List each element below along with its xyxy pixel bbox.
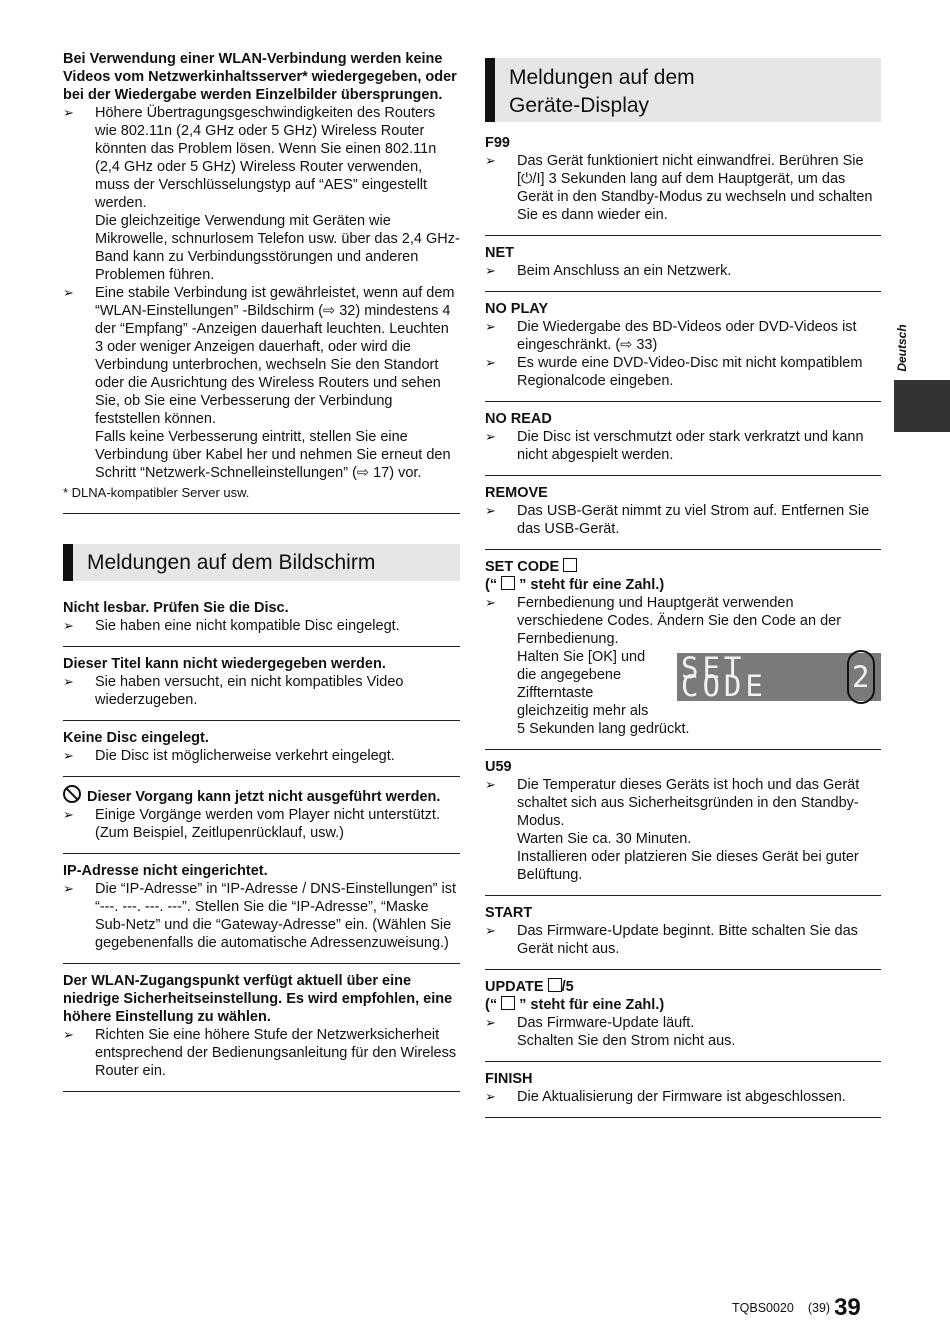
message-block	[485, 244, 881, 292]
message-block	[63, 972, 460, 1092]
language-tab	[894, 380, 950, 432]
divider	[63, 963, 460, 964]
display-messages-2	[485, 758, 881, 970]
finish-title: FINISH	[485, 1071, 533, 1087]
digit-placeholder-icon	[548, 978, 562, 992]
arrow-bullet-icon: ➢	[485, 503, 496, 518]
divider	[485, 549, 881, 550]
message-title: REMOVE	[485, 485, 548, 501]
arrow-bullet-icon: ➢	[485, 595, 496, 610]
arrow-bullet-icon: ➢	[63, 105, 74, 120]
list-item: ➢ Das Gerät funktioniert nicht einwandfrei. Berühren Sie [⏻/I] 3 Sekunden lang auf dem Hauptgerät, um das Gerät in den Standby-Modus zu wechseln und schalten Sie es dann wieder ein.	[485, 153, 873, 223]
divider	[485, 475, 881, 476]
section-title: Meldungen auf dem Geräte-Display	[509, 66, 695, 117]
list-item: ➢ Sie haben versucht, ein nicht kompatibles Video wiederzugeben.	[63, 674, 404, 708]
divider	[63, 853, 460, 854]
list-item: ➢ Höhere Übertragungsgeschwindigkeiten des Routers wie 802.11n (2,4 GHz oder 5 GHz) Wireless Router könnten das Problem lösen. Wenn Sie einen 802.11n (2,4 GHz oder 5 GHz) Wireless Router verwenden, muss der Verschlüsselungstyp auf “AES” eingestellt werden. Die gleichzeitige Verwendung mit Geräten wie Mikrowelle, schnurlosem Telefon usw. über das 2,4 GHz-Band kann zu Verbindungsstörungen und anderen Problemen führen.	[63, 105, 460, 283]
arrow-bullet-icon: ➢	[63, 285, 74, 300]
setcode-block	[485, 558, 881, 750]
arrow-bullet-icon: ➢	[485, 319, 496, 334]
setcode-title: SET CODE	[485, 558, 881, 576]
list-item: ➢ Die Disc ist möglicherweise verkehrt eingelegt.	[63, 748, 395, 764]
digit-placeholder-icon	[501, 576, 515, 590]
screen-messages	[63, 599, 460, 1092]
divider	[485, 235, 881, 236]
page-number: 39	[834, 1294, 861, 1321]
finish-block	[485, 1070, 881, 1118]
arrow-bullet-icon: ➢	[485, 777, 496, 792]
footnote: * DLNA-kompatibler Server usw.	[63, 485, 250, 500]
arrow-bullet-icon: ➢	[63, 674, 74, 689]
digit-placeholder-icon	[501, 996, 515, 1010]
divider	[63, 513, 460, 514]
heading-bar	[485, 58, 495, 122]
list-item: ➢ Die Aktualisierung der Firmware ist abgeschlossen.	[485, 1089, 846, 1105]
message-block	[485, 300, 881, 402]
divider	[485, 1061, 881, 1062]
message-title: Dieser Titel kann nicht wiedergegeben werden.	[63, 656, 386, 672]
arrow-bullet-icon: ➢	[63, 618, 74, 633]
message-title: NET	[485, 245, 514, 261]
message-block	[63, 862, 460, 964]
divider	[63, 1091, 460, 1092]
list-item: ➢ Die Wiedergabe des BD-Videos oder DVD-Videos ist eingeschränkt. (⇨ 33)	[485, 319, 857, 353]
message-block	[485, 904, 881, 970]
section-title: Meldungen auf dem Bildschirm	[87, 551, 376, 574]
message-title: Dieser Vorgang kann jetzt nicht ausgeführt werden.	[63, 785, 460, 806]
arrow-bullet-icon: ➢	[485, 1089, 496, 1104]
divider	[485, 1117, 881, 1118]
arrow-bullet-icon: ➢	[485, 153, 496, 168]
list-item: ➢ Es wurde eine DVD-Video-Disc mit nicht kompatiblem Regionalcode eingeben.	[485, 355, 863, 389]
message-title: F99	[485, 135, 510, 151]
arrow-bullet-icon: ➢	[485, 923, 496, 938]
section-heading-screen	[63, 544, 460, 581]
message-title: Der WLAN-Zugangspunkt verfügt aktuell über eine niedrige Sicherheitseinstellung. Es wird empfohlen, eine höhere Einstellung zu wählen.	[63, 973, 453, 1025]
lcd-display: SET CODE 2	[677, 653, 881, 701]
heading-bar	[63, 544, 73, 581]
section-heading-display	[485, 58, 881, 122]
list-item: ➢ Eine stabile Verbindung ist gewährleistet, wenn auf dem “WLAN-Einstellungen” -Bildschirm (⇨ 32) mindestens 4 der “Empfang” -Anzeigen dauerhaft leuchten. Leuchten 3 oder weniger Anzeigen dauerhaft, oder wird die Verbindung unterbrochen, wechseln Sie den Standort oder die Ausrichtung des Wireless Routers und sehen Sie, ob Sie eine Verbesserung der Verbindung feststellen können. Falls keine Verbesserung eintritt, stellen Sie eine Verbindung über Kabel her und nehmen Sie erneut den Schritt “Netzwerk-Schnelleinstellungen” (⇨ 17) vor.	[63, 285, 455, 481]
divider	[485, 749, 881, 750]
document-code: TQBS0020	[732, 1301, 794, 1315]
right-column	[485, 50, 881, 1126]
arrow-bullet-icon: ➢	[485, 429, 496, 444]
message-block	[63, 599, 460, 647]
message-block	[485, 484, 881, 550]
list-item: ➢ Beim Anschluss an ein Netzwerk.	[485, 263, 732, 279]
divider	[485, 291, 881, 292]
update-title: UPDATE /5	[485, 979, 574, 995]
message-block	[63, 785, 460, 854]
update-subtitle: (“ ” steht für eine Zahl.)	[485, 997, 665, 1013]
arrow-bullet-icon: ➢	[63, 748, 74, 763]
arrow-bullet-icon: ➢	[63, 881, 74, 896]
divider	[485, 969, 881, 970]
list-item: ➢ Fernbedienung und Hauptgerät verwenden verschiedene Codes. Ändern Sie den Code an der Fernbedienung. Halten Sie [OK] und die angegebene Ziffterntaste gleichzeitig mehr als 5 Sekunden lang gedrückt. SET CODE 2	[485, 594, 881, 738]
list-item: ➢ Das Firmware-Update läuft. Schalten Sie den Strom nicht aus.	[485, 1015, 736, 1049]
arrow-bullet-icon: ➢	[63, 807, 74, 822]
wlan-heading: Bei Verwendung einer WLAN-Verbindung werden keine Videos vom Netzwerkinhaltsserver* wiedergegeben, oder bei der Wiedergabe werden Einzelbilder übersprungen.	[63, 51, 457, 103]
arrow-bullet-icon: ➢	[485, 1015, 496, 1030]
arrow-bullet-icon: ➢	[63, 1027, 74, 1042]
message-title: NO READ	[485, 411, 552, 427]
list-item: ➢ Die Disc ist verschmutzt oder stark verkratzt und kann nicht abgespielt werden.	[485, 429, 864, 463]
arrow-bullet-icon: ➢	[485, 355, 496, 370]
message-block	[63, 729, 460, 777]
divider	[63, 720, 460, 721]
list-item: ➢ Einige Vorgänge werden vom Player nicht unterstützt. (Zum Beispiel, Zeitlupenrücklauf, usw.)	[63, 807, 440, 841]
message-title: NO PLAY	[485, 301, 549, 317]
update-block	[485, 978, 881, 1062]
list-item: ➢ Die Temperatur dieses Geräts ist hoch und das Gerät schaltet sich aus Sicherheitsgründen in den Standby-Modus. Warten Sie ca. 30 Minuten. Installieren oder platzieren Sie dieses Gerät bei guter Belüftung.	[485, 777, 860, 883]
arrow-bullet-icon: ➢	[485, 263, 496, 278]
list-item: ➢ Das USB-Gerät nimmt zu viel Strom auf. Entfernen Sie das USB-Gerät.	[485, 503, 870, 537]
left-column	[63, 50, 460, 1100]
list-item: ➢ Sie haben eine nicht kompatible Disc eingelegt.	[63, 618, 400, 634]
message-block	[63, 655, 460, 721]
message-block	[485, 758, 881, 896]
page-ref: (39)	[807, 1301, 831, 1315]
divider	[485, 401, 881, 402]
divider	[63, 776, 460, 777]
lcd-digit: 2	[847, 650, 875, 704]
message-title: Keine Disc eingelegt.	[63, 730, 209, 746]
list-item: ➢ Die “IP-Adresse” in “IP-Adresse / DNS-Einstellungen” ist “---. ---. ---. ---”. Stellen Sie die “IP-Adresse”, “Maske Sub-Netz” und die “Gateway-Adresse” ein. (Wählen Sie gegebenenfalls die automatische Adressenzuweisung.)	[63, 881, 457, 951]
message-block	[485, 410, 881, 476]
divider	[485, 895, 881, 896]
list-item: ➢ Richten Sie eine höhere Stufe der Netzwerksicherheit entsprechend der Bedienungsanleitung für den Wireless Router ein.	[63, 1027, 457, 1079]
display-messages	[485, 134, 881, 550]
message-title: Nicht lesbar. Prüfen Sie die Disc.	[63, 600, 289, 616]
language-label: Deutsch	[895, 324, 909, 372]
message-title: U59	[485, 759, 512, 775]
list-item: ➢ Das Firmware-Update beginnt. Bitte schalten Sie das Gerät nicht aus.	[485, 923, 858, 957]
wlan-items	[63, 104, 460, 482]
prohibited-icon	[63, 785, 81, 803]
setcode-subtitle: (“ ” steht für eine Zahl.)	[485, 577, 665, 593]
page-footer	[732, 1294, 861, 1321]
divider	[63, 646, 460, 647]
message-block	[485, 134, 881, 236]
message-title: START	[485, 905, 533, 921]
message-title: IP-Adresse nicht eingerichtet.	[63, 863, 268, 879]
digit-placeholder-icon	[563, 558, 577, 572]
